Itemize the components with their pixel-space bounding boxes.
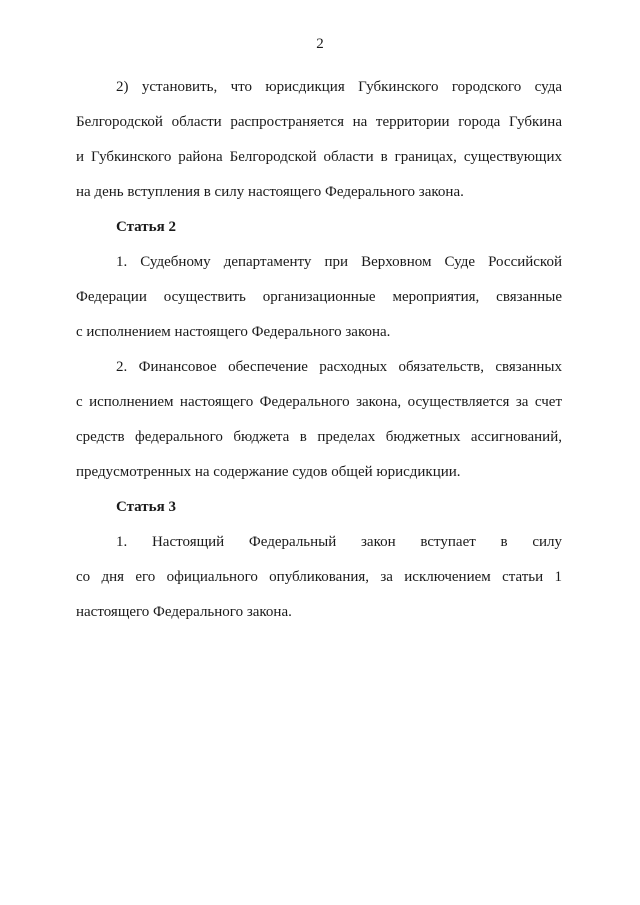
text-line: на день вступления в силу настоящего Федерального закона. — [76, 184, 464, 200]
article-2-item-2 — [76, 350, 562, 490]
article-3-item-1 — [76, 525, 562, 630]
text-line: 2. Финансовое обеспечение расходных обязательств, связанных — [116, 359, 562, 375]
text-line: предусмотренных на содержание судов общей юрисдикции. — [76, 464, 461, 480]
text-line: 2) установить, что юрисдикция Губкинского городского суда — [116, 79, 562, 95]
article-heading: Статья 2 — [116, 219, 176, 235]
article-2-item-1 — [76, 245, 562, 350]
document-body — [76, 70, 562, 630]
text-line: с исполнением настоящего Федерального закона. — [76, 324, 391, 340]
text-line: со дня его официального опубликования, за исключением статьи 1 — [76, 569, 562, 585]
text-line: 1. Судебному департаменту при Верховном Суде Российской — [116, 254, 562, 270]
text-line: 1. Настоящий Федеральный закон вступает в силу — [116, 534, 562, 550]
article-heading: Статья 3 — [116, 499, 176, 515]
text-line: настоящего Федерального закона. — [76, 604, 292, 620]
text-line: Федерации осуществить организационные мероприятия, связанные — [76, 289, 562, 305]
page-number: 2 — [316, 36, 324, 52]
text-line: Белгородской области распространяется на территории города Губкина — [76, 114, 562, 130]
text-line: и Губкинского района Белгородской области в границах, существующих — [76, 149, 562, 165]
text-line: с исполнением настоящего Федерального закона, осуществляется за счет — [76, 394, 562, 410]
paragraph-jurisdiction — [76, 70, 562, 210]
text-line: средств федерального бюджета в пределах бюджетных ассигнований, — [76, 429, 562, 445]
